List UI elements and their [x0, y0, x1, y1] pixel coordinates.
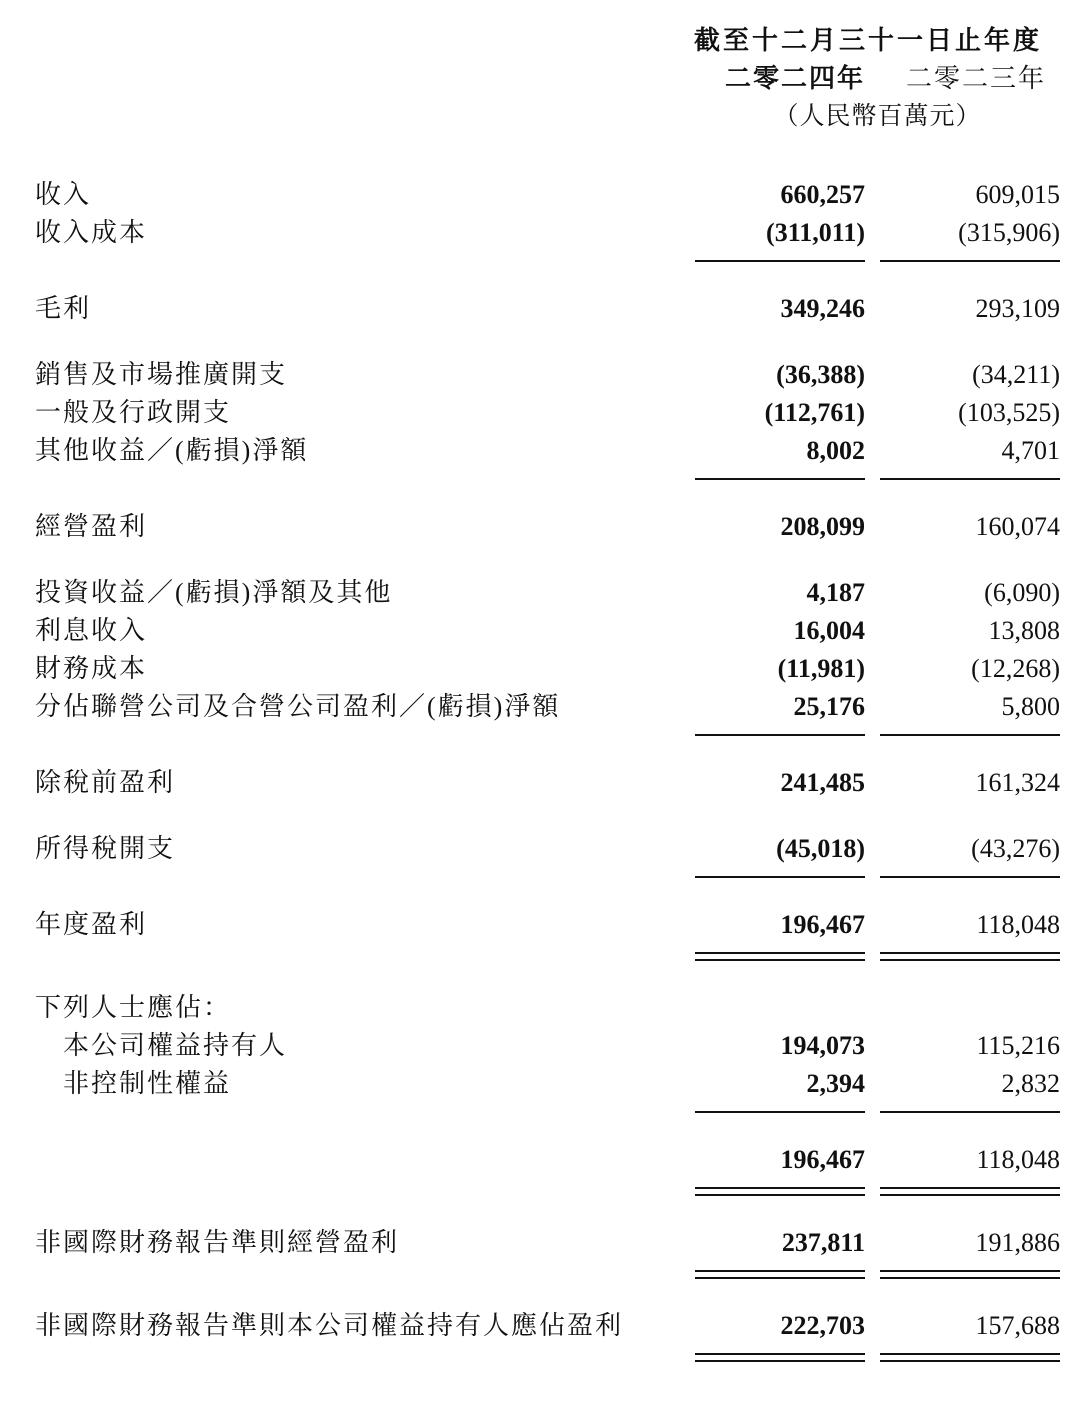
value-2024: (112,761): [764, 398, 865, 427]
table-row: [35, 764, 1060, 802]
table-row: [35, 1027, 1060, 1065]
rule-spacer: [35, 1187, 695, 1196]
rule-row: [35, 1187, 1060, 1196]
row-label: 一般及行政開支: [35, 398, 232, 427]
row-label: 非控制性權益: [63, 1069, 232, 1098]
value-2024: 4,187: [806, 578, 865, 607]
value-2023: (6,090): [984, 578, 1060, 607]
table-row: [35, 432, 1060, 470]
value-2024: 222,703: [780, 1311, 865, 1340]
statement-section: [35, 290, 1060, 328]
value-2024: (45,018): [776, 834, 865, 863]
value-2024: 25,176: [793, 692, 865, 721]
statement-section: [35, 356, 1060, 480]
row-label: 下列人士應佔：: [35, 993, 232, 1022]
rule-row: [35, 734, 1060, 736]
rule-row: [35, 1353, 1060, 1362]
value-2023: (34,211): [972, 360, 1060, 389]
row-label: 銷售及市場推廣開支: [35, 360, 288, 389]
value-2024: 196,467: [780, 910, 865, 939]
row-label: 除稅前盈利: [35, 768, 176, 797]
statement-section: [35, 1307, 1060, 1362]
currency-unit: （人民幣百萬元）: [773, 103, 982, 130]
rule-row: [35, 478, 1060, 480]
statement-section: [35, 1224, 1060, 1279]
value-2023: 4,701: [1001, 436, 1060, 465]
column-headers: [35, 60, 1060, 98]
rule-under-2024: [695, 478, 865, 480]
column-header-2023: 二零二三年: [905, 64, 1046, 93]
row-label: 投資收益／(虧損)淨額及其他: [35, 578, 393, 607]
rule-under-2024: [695, 1353, 865, 1362]
row-label: 收入: [35, 180, 92, 209]
unit-row: [35, 98, 1060, 136]
rule-row: [35, 1111, 1060, 1113]
table-row: [35, 574, 1060, 612]
value-2024: 194,073: [780, 1031, 865, 1060]
table-row: [35, 989, 1060, 1027]
value-2024: 2,394: [806, 1069, 865, 1098]
table-row: [35, 906, 1060, 944]
rule-spacer: [35, 952, 695, 961]
statement-section: [35, 764, 1060, 802]
rule-under-2024: [695, 1270, 865, 1279]
rule-spacer: [35, 876, 695, 878]
period-heading: 截至十二月三十一日止年度: [693, 26, 1042, 55]
value-2024: 16,004: [793, 616, 865, 645]
row-label: 經營盈利: [35, 512, 148, 541]
row-label: 毛利: [35, 294, 92, 323]
row-label: 非國際財務報告準則經營盈利: [35, 1228, 400, 1257]
rule-under-2024: [695, 876, 865, 878]
rule-under-2023: [880, 876, 1060, 878]
rule-spacer: [35, 734, 695, 736]
table-row: [35, 1307, 1060, 1345]
table-row: [35, 688, 1060, 726]
rule-under-2024: [695, 734, 865, 736]
rule-row: [35, 1270, 1060, 1279]
rule-row: [35, 260, 1060, 262]
table-row: [35, 290, 1060, 328]
table-row: [35, 214, 1060, 252]
value-2023: 293,109: [975, 294, 1060, 323]
row-label: 年度盈利: [35, 910, 148, 939]
value-2024: (311,011): [766, 218, 865, 247]
value-2023: (12,268): [971, 654, 1060, 683]
statement-section: [35, 508, 1060, 546]
value-2024: (11,981): [777, 654, 865, 683]
row-label: 分佔聯營公司及合營公司盈利／(虧損)淨額: [35, 692, 561, 721]
rule-spacer: [35, 1111, 695, 1113]
value-2023: 118,048: [976, 1145, 1060, 1174]
value-2023: (43,276): [971, 834, 1060, 863]
rule-row: [35, 952, 1060, 961]
rule-spacer: [35, 1353, 695, 1362]
rule-under-2023: [880, 1353, 1060, 1362]
rule-under-2024: [695, 952, 865, 961]
rule-spacer: [35, 1270, 695, 1279]
row-label: 所得稅開支: [35, 834, 176, 863]
statement-section: [35, 989, 1060, 1113]
statement-section: [35, 176, 1060, 262]
rule-under-2023: [880, 952, 1060, 961]
row-label: 非國際財務報告準則本公司權益持有人應佔盈利: [35, 1311, 624, 1340]
table-row: [35, 356, 1060, 394]
value-2024: 660,257: [780, 180, 865, 209]
rule-under-2023: [880, 260, 1060, 262]
statement-section: [35, 906, 1060, 961]
value-2023: 115,216: [976, 1031, 1060, 1060]
table-row: [35, 650, 1060, 688]
column-header-2024: 二零二四年: [724, 64, 865, 93]
value-2023: 118,048: [976, 910, 1060, 939]
row-label: 本公司權益持有人: [63, 1031, 288, 1060]
value-2023: (315,906): [958, 218, 1060, 247]
table-row: [35, 1065, 1060, 1103]
table-row: [35, 508, 1060, 546]
row-label: 其他收益／(虧損)淨額: [35, 436, 309, 465]
value-2024: 237,811: [781, 1228, 865, 1257]
rule-under-2023: [880, 734, 1060, 736]
value-2023: 13,808: [988, 616, 1060, 645]
value-2023: 5,800: [1001, 692, 1060, 721]
value-2024: 8,002: [806, 436, 865, 465]
table-row: [35, 176, 1060, 214]
value-2023: 161,324: [975, 768, 1060, 797]
value-2023: 191,886: [975, 1228, 1060, 1257]
value-2023: 2,832: [1001, 1069, 1060, 1098]
rule-under-2023: [880, 1111, 1060, 1113]
rule-under-2023: [880, 1187, 1060, 1196]
rule-row: [35, 876, 1060, 878]
value-2024: 208,099: [780, 512, 865, 541]
value-2023: 157,688: [975, 1311, 1060, 1340]
value-2024: (36,388): [776, 360, 865, 389]
table-row: [35, 1224, 1060, 1262]
rule-spacer: [35, 260, 695, 262]
value-2023: 609,015: [975, 180, 1060, 209]
table-row: [35, 394, 1060, 432]
rule-under-2024: [695, 1187, 865, 1196]
value-2024: 349,246: [780, 294, 865, 323]
value-2023: 160,074: [975, 512, 1060, 541]
rule-under-2024: [695, 1111, 865, 1113]
value-2023: (103,525): [958, 398, 1060, 427]
row-label: 財務成本: [35, 654, 148, 683]
table-row: [35, 1141, 1060, 1179]
statement-section: [35, 830, 1060, 878]
statement-section: [35, 1141, 1060, 1196]
row-label: 利息收入: [35, 616, 148, 645]
rule-under-2023: [880, 1270, 1060, 1279]
row-label: 收入成本: [35, 218, 148, 247]
value-2024: 241,485: [780, 768, 865, 797]
table-row: [35, 830, 1060, 868]
rule-spacer: [35, 478, 695, 480]
rule-under-2024: [695, 260, 865, 262]
value-2024: 196,467: [780, 1145, 865, 1174]
table-row: [35, 612, 1060, 650]
statement-section: [35, 574, 1060, 736]
rule-under-2023: [880, 478, 1060, 480]
statement-body: [35, 176, 1060, 1362]
